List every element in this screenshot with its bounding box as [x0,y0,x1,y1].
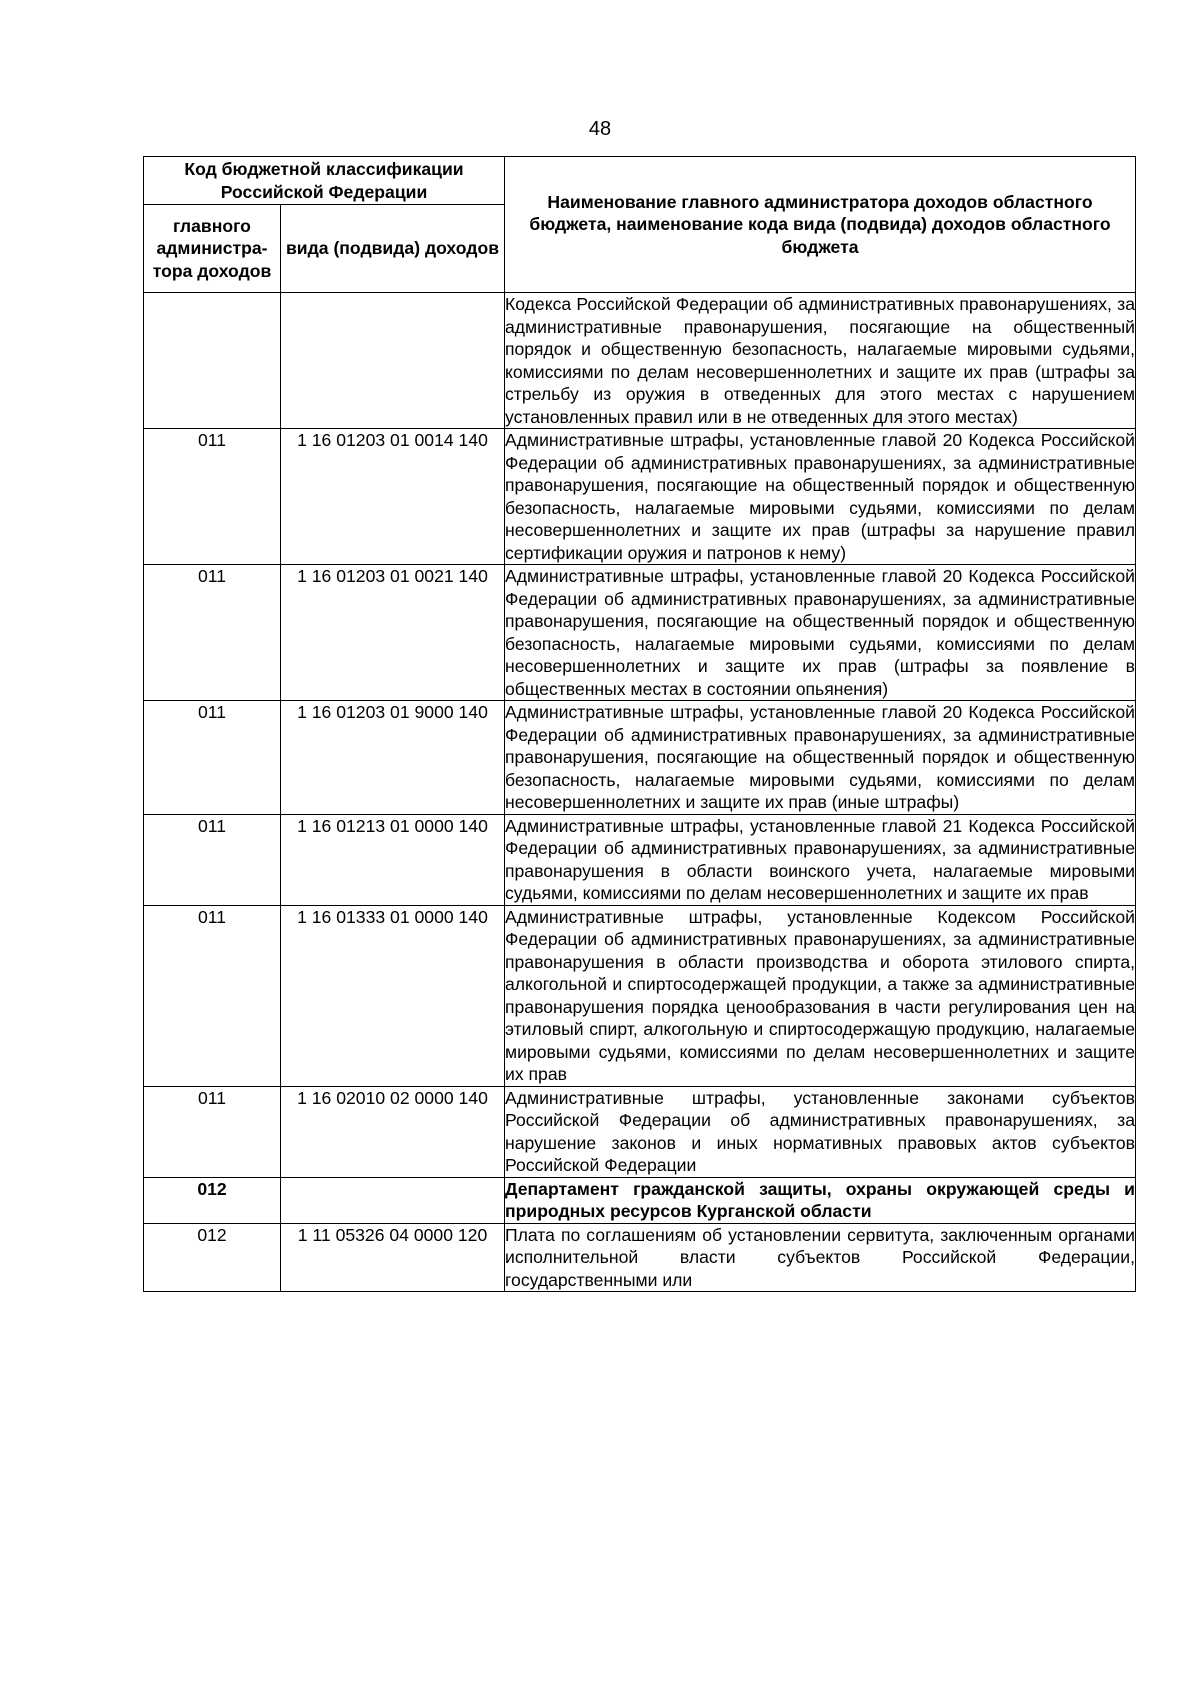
description-cell: Административные штрафы, установленные главой 20 Кодекса Российской Федерации об административных правонарушениях, за административные правонарушения, посягающие на общественный порядок и общественную безопасность, налагаемые мировыми судьями, комиссиями по делам несовершеннолетних и защите их прав (штрафы за появление в общественных местах в состоянии опьянения) [505,566,1135,699]
income-code-cell: 1 16 02010 02 0000 140 [281,1086,505,1177]
description-cell: Административные штрафы, установленные главой 20 Кодекса Российской Федерации об административных правонарушениях, за административные правонарушения, посягающие на общественный порядок и общественную безопасность, налагаемые мировыми судьями, комиссиями по делам несовершеннолетних и защите их прав (штрафы за нарушение правил сертификации оружия и патронов к нему) [505,430,1135,563]
header-admin-code: главного администра-тора доходов [144,205,281,293]
description-cell: Кодекса Российской Федерации об административных правонарушениях, за административные правонарушения, посягающие на общественный порядок и общественную безопасность, налагаемые мировыми судьями, комиссиями по делам несовершеннолетних и защите их прав (штрафы за стрельбу из оружия в отведенных для этого местах с нарушением установленных правил или в не отведенных для этого местах) [505,294,1135,427]
admin-code-cell: 011 [144,814,281,905]
income-code-cell: 1 16 01333 01 0000 140 [281,905,505,1086]
income-code-cell [281,293,505,429]
admin-code-cell: 011 [144,701,281,815]
header-description: Наименование главного администратора доходов областного бюджета, наименование кода вида (подвида) доходов областного бюджета [505,157,1136,293]
table-row [144,293,1136,429]
income-code-cell: 1 11 05326 04 0000 120 [281,1223,505,1292]
admin-code-cell: 011 [144,905,281,1086]
admin-code-cell: 012 [144,1177,281,1223]
table-row [144,429,1136,565]
income-code-cell: 1 16 01213 01 0000 140 [281,814,505,905]
description-cell: Административные штрафы, установленные Кодексом Российской Федерации об административных правонарушениях, за административные правонарушения в области производства и оборота этилового спирта, алкогольной и спиртосодержащей продукции, а также за административные правонарушения порядка ценообразования в части регулирования цен на этиловый спирт, алкогольную и спиртосодержащую продукцию, налагаемые мировыми судьями, комиссиями по делам несовершеннолетних и защите их прав [505,906,1135,1084]
budget-classification-table [143,156,1136,1292]
description-cell: Административные штрафы, установленные главой 21 Кодекса Российской Федерации об административных правонарушениях, за административные правонарушения в области воинского учета, налагаемые мировыми судьями, комиссиями по делам несовершеннолетних и защите их прав [505,815,1135,903]
income-code-cell: 1 16 01203 01 9000 140 [281,701,505,815]
table-row-department [144,1177,1136,1223]
income-code-cell: 1 16 01203 01 0014 140 [281,429,505,565]
table-row [144,1086,1136,1177]
department-name-cell: Департамент гражданской защиты, охраны окружающей среды и природных ресурсов Курганской области [505,1178,1135,1221]
income-code-cell [281,1177,505,1223]
admin-code-cell: 011 [144,565,281,701]
description-cell: Плата по соглашениям об установлении сервитута, заключенным органами исполнительной власти субъектов Российской Федерации, государственными или [505,1224,1135,1290]
description-cell: Административные штрафы, установленные главой 20 Кодекса Российской Федерации об административных правонарушениях, за административные правонарушения, посягающие на общественный порядок и общественную безопасность, налагаемые мировыми судьями, комиссиями по делам несовершеннолетних и защите их прав (иные штрафы) [505,702,1135,812]
table-row [144,701,1136,815]
table-row [144,1223,1136,1292]
header-income-code: вида (подвида) доходов [281,205,505,293]
header-group-title: Код бюджетной классификации Российской Федерации [144,157,505,205]
admin-code-cell: 012 [144,1223,281,1292]
table-row [144,814,1136,905]
page-number: 48 [588,118,612,140]
table-row [144,565,1136,701]
admin-code-cell [144,293,281,429]
admin-code-cell: 011 [144,429,281,565]
description-cell: Административные штрафы, установленные законами субъектов Российской Федерации об административных правонарушениях, за нарушение законов и иных нормативных правовых актов субъектов Российской Федерации [505,1087,1135,1175]
table-row [144,905,1136,1086]
income-code-cell: 1 16 01203 01 0021 140 [281,565,505,701]
admin-code-cell: 011 [144,1086,281,1177]
